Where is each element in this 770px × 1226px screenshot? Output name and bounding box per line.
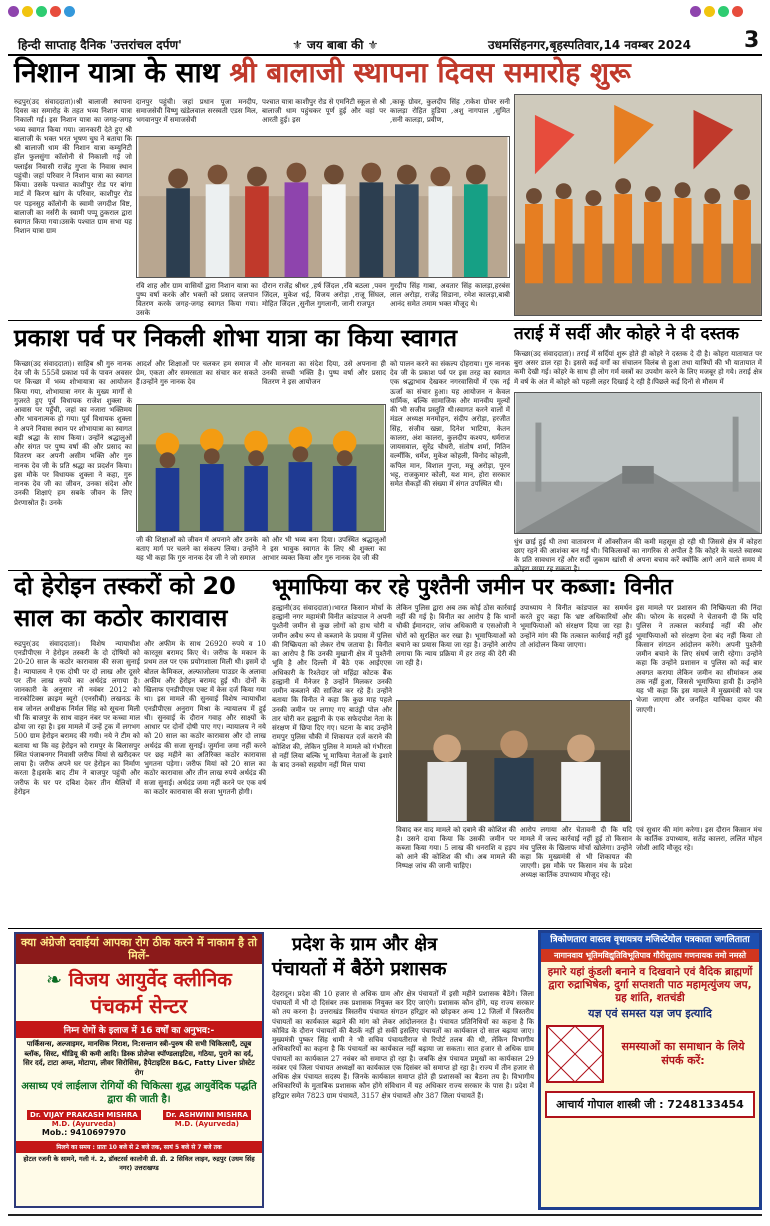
header-color-dots	[8, 6, 75, 17]
clinic-name-text: विजय आयुर्वेद क्लीनिक	[68, 969, 232, 992]
ad-tagline: क्या अंग्रेजी दवाईयां आपका रोग ठीक करने में नाकाम है तो मिलें-	[16, 934, 262, 964]
story2-headline: प्रकाश पर्व पर निकली शोभा यात्रा का किया स्वागत	[14, 324, 458, 352]
motto-icon: ⚜	[292, 38, 307, 52]
story5-caption-col3: आरोप लगाया और चेतावनी दी कि यदि मामले में जल्द कार्रवाई नहीं हुई तो किसान मंच पुलिस के खिलाफ मोर्चा खोलेगा। उन्होंने कहा कि मुख्यमंत्री से भी शिकायत की जाएगी। इस मौके पर किसान मंच के प्रदेश अध्यक्ष कार्तिक उपाध्याय मौजूद रहे।	[520, 826, 632, 880]
ad-kundali-row	[541, 1021, 759, 1087]
place-date: उधमसिंहनगर,बृहस्पतिवार,14 नवम्बर 2024	[488, 38, 691, 52]
story5-headline: भूमाफिया कर रहे पुश्तैनी जमीन पर कब्जा: विनीत	[272, 575, 673, 600]
color-dot	[718, 6, 729, 17]
story2-photo	[136, 404, 386, 532]
clinic-sub-name: पंचकर्म सेन्टर	[90, 994, 188, 1019]
story3-caption: धुंध छाई हुई थी तथा वातावरण में ऑक्सीजन की कमी महसूस हो रही थी जिससे क्षेत्र में कोहरा छाए रहने की आशंका बन गई थी। चिकित्सकों का नागरिक से अपील है कि कोहरे के चलते स्वास्थ्य के प्रति सावधान रहें और सर्दी जुकाम खांसी से अपना बचाव करें क्योंकि आगे आने वाले समय में	[514, 538, 762, 565]
story5-col4: इस मामले पर प्रशासन की निष्क्रियता की निंदा की। फोरम के सदस्यों ने चेतावनी दी कि यदि पुलिस ने तत्काल कार्रवाई नहीं की और भूमाफियाओं को संरक्षण देना बंद नहीं किया तो किसान संगठन आंदोलन करेंगे। अपनी पुश्तैनी जमीन बचाने के लिए संघर्ष जारी रहेगा। उन्होंने कहा कि उन्होंने प्रशासन व पुलिस को कई बार अवगत कराया लेकिन जमीन का सीमांकन अब तक नहीं हुआ, जिससे भूमाफिया हावी हैं। उन्होंने यह भी कहा कि इस मामले में मुख्यमंत्री को पत्र भेजा जाएगा और जनहित याचिका दायर की जाएगी।	[636, 604, 762, 714]
color-dot	[732, 6, 743, 17]
doctor-1-phone: Mob.: 9410697970	[41, 1128, 126, 1138]
story1-col1: रुद्रपुर(उद संवाददाता)।श्री बालाजी स्थापना दिवस का समारोह के तहत भव्य निशान यात्रा निकाली गई। इस निशान यात्रा का जगह-जगह भव्य स्वागत किया गया। जानकारी देते हुए श्री बालाजी के भक्त भरत भूषण चुघ ने बताया कि श्री बालाजी धाम की निशान यात्रा कम्युनिटी हॉल फुलसुंगा कॉलोनी से निकाली गई जो फ्लाईस निवासी राजेंद्र गुप्ता के निवास स्थान पहुंची। जहां परिवार ने निशान यात्रा का स्वागत किया। उसके पश्चात काशीपुर रोड पर बांगा मार्ट में किरण खांग के परिवार, काशीपुर रोड पर पड़नसुह कॉलोनी के स्वामी जगदीश विष्ट, बालाजी का नर्सरी के स्वामी पप्पू ठुकराल द्वारा स्वागत किया गया।उसके पश्चात ग्राम सभा यह निशान यात्रा ग्राम	[14, 98, 132, 236]
doctor-1-name: Dr. VIJAY PRAKASH MISHRA	[27, 1110, 141, 1120]
timing-band: मिलने का समय : प्रातः 10 बजे से 2 बजे तक, सायं 5 बजे से 7 बजे तक	[16, 1141, 262, 1153]
doctor-2	[163, 1110, 251, 1137]
motto-icon-right: ⚜	[363, 38, 379, 52]
ad-mantra-2: नागानवाय भूतिमविद्युतिविभूतिपाव गौरीसुताय गणनायक नमो नमस्ते	[541, 949, 759, 962]
disease-list: पार्किंसन्स, अल्जाइमर, मानसिक निराश, नि:सन्तान स्त्री-पुरुष की सभी चिकित्साएँ, ट्यूब ब्लॉक, सिस्ट, थीडियू की कमी आदि। डिस्क प्रोलेप्स स्पॉण्डलाइटिस, गठिया, पुराने का दर्द, सिर दर्द, टाटा अम्ल, मोटापा, लीवर सिरोसिस, हैपेटाइटिस B&C, Fatty Liver प्रोस्टेट रोग	[23, 1040, 255, 1077]
story3-headline: तराई में सर्दी और कोहरे ने दी दस्तक	[514, 324, 739, 344]
divider	[8, 320, 762, 321]
story2-col2: आदर्श और शिक्षाओं पर चलकर हम समाज में प्रेम, एकता और समरसता का संचार कर सकते हैं।उन्होंने गुरु नानक देव	[136, 360, 258, 387]
story2-col3: और मानवता का संदेश दिया, उसे अपनाना ही उनकी सच्ची भक्ति है। पुष्प वर्षा और प्रसाद वितरण ने इस आयोजन	[262, 360, 386, 387]
experience-band: निम्न रोगों के इलाज में 16 वर्षों का अनुभव:-	[16, 1021, 262, 1038]
ad-services: हमारे यहां कुंडली बनाने व दिखवाने एवं वैदिक ब्राह्मणों द्वारा रुद्राभिषेक, दुर्गा सप्तशती पाठ महामृत्युंजय जप, ग्रह शांति, शतचंडी	[547, 965, 753, 1004]
clinic-advertisement	[14, 932, 264, 1208]
footer-rule	[8, 1214, 762, 1216]
story4-headline-line1: दो हेरोइन तस्करों को 20	[14, 572, 236, 600]
color-dot	[22, 6, 33, 17]
ad-mantra-1: त्रिकोणतारा वास्तव वृधायत्रय मजिस्टेयोल पत्रकाता जगलिताता	[541, 933, 759, 949]
paper-name: हिन्दी साप्ताह दैनिक 'उत्तरांचल दर्पण'	[18, 38, 182, 52]
story5-caption-col4: एवं सुधार की मांग करेगा। इस दौरान किसान मंच के कार्तिक उपाध्याय, सतेंद्र कालरा, ललित मोहन जोशी आदि मौजूद रहे।	[636, 826, 762, 853]
doctor-1-degree: M.D. (Ayurveda)	[51, 1120, 116, 1129]
story2-caption2: को और भी भव्य बना दिया। उपस्थित श्रद्धालुओं ने इस भावुक स्वागत के लिए श्री शुक्ला का आभार व्यक्त किया और गुरु नानक देव जी की	[262, 536, 386, 563]
story2-caption1: जी की शिक्षाओं को जीवन में अपनाने और उनके बताए मार्ग पर चलने का संकल्प लिया। उन्होंने यह भी कहा कि गुरु नानक देव जी ने जो समाज	[136, 536, 258, 563]
story2-col4: को पालन करने का संकल्प दोहराया। गुरु नानक देव जी के प्रकाश पर्व पर इस तरह का स्वागत एक श्रद्धाभाव देखकर नगरवासियों में एक नई ऊर्जा का संचार हुआ। यह आयोजन न केवल धार्मिक, बल्कि सामाजिक और मानवीय मूल्यों की भी सजीव प्रस्तुति थी।स्वागत करने वालों में मंडल अध्यक्ष मनमोहन, संदीप अरोड़ा, हरजीत सिंह, संजीव खन्ना, दिनेश भाटिया, केतन कालरा, अंश कालरा, कुलदीप कश्यप, धर्मराज जायसवाल, सुरेंद्र चौधरी, संतोष शर्मा, नितिन वर्ल्मीकि, धर्मेश, मुकेश कोहली, विनोद कोहली, कपिल मान, विशाल गुप्ता, मन्नू अरोड़ा, पूरन भट्ट, राजकुमार कोली, यश मान, होरा सरकार समेत सैकड़ों की संख्या में संगत उपस्थित थी।	[390, 360, 510, 489]
doctor-1	[27, 1110, 141, 1137]
story4-col1: रुद्रपुर(उद संवाददाता)। विशेष न्यायाधीश एनडीपीएस ने हेरोइन तस्करी के दो दोषियों को 20-20 साल के कठोर कारावास की सजा सुनाई है। न्यायालय ने एक दोषी पर दो लाख और दूसरे पर तीन लाख रुपये का अर्थदंड लगाया है। जानकारी के अनुसार नौ नवंबर 2012 को नारकोटिक्स क्राइम ब्यूरो (एनसीबी) लखनऊ के सब जोनल अधीक्षक निर्मल सिंह को सूचना मिली थी कि बाजपुर के साथ वाहन नंबर पर कच्चा माल ढोया जा रहा है। इस मामले में उन्हें ट्रक में लगभग 500 ग्राम हेरोइन बरामद की गयी। नये ने टीम को बताया था कि वह हेरोइन को रामपुर के बिलासपुर स्थित पंजाबनगर निवासी जरीफ मियां से खरीदकर लाया है। जरीफ अपने घर पर हेरोइन का निर्माण करता है।इसके बाद टीम ने बाजपुर पहुंची और जरीफ के घर पर दबिश देकर तीन थैलियों में हेरोइन	[14, 640, 140, 796]
divider	[8, 570, 762, 571]
story3-text: किच्छा(उद संवाददाता)। तराई में सर्दियां शुरू होते ही कोहरे ने दस्तक दे दी है। कोहरा यातायात पर बुरा असर डाल रहा है। इससे कई वर्गों का संचालन विलंब से हुआ तथा यात्रियों की भी यातायात में कमी देखी गई। कोहरे के साथ ही लोग गर्म वस्त्रों का उपयोग करने के लिए मजबूर हो गये। तराई क्षेत्र में वर्ष के अंत में कोहरे को पहली लहर दिखाई दे रही है।पिछले कई दिनों से मौसम में	[514, 350, 762, 386]
story5-photo	[396, 700, 632, 822]
doctor-2-name: Dr. ASHWINI MISHRA	[163, 1110, 251, 1120]
story1-headline	[14, 58, 631, 87]
story5-col1: हल्द्वानी(उद संवाददाता)।भारत किसान मोर्चा के हल्द्वानी नगर महामंत्री विनीत कांडपाल ने अपनी पुश्तैनी जमीन से कुछ लोगों को हाथ चोरी व जमीन अवैध रूप से कब्जाने के प्रयास में पुलिस की निष्क्रियता को लेकर रोष जताया है। विनीत का आरोप है कि उनकी मुखानी क्षेत्र में पुश्तैनी भूमि है और दिल्ली में बैठे एक आईएएस अधिकारी के रिश्तेदार जो महिंद्रा कोटक बैंक हल्द्वानी में मैनेजर है उन्होंने मिलकर उनकी जमीन कब्जाने की साजिश कर रहे हैं। उन्होंने बताया कि विनीत ने कहा कि कुछ माह पहले उनकी जमीन पर लगाए गए बाउंड्री पोल और तार चोरी कर हल्द्वानी के एक सफेदपोश नेता के संरक्षण में छिपा दिए गए। घटना के बाद उन्होंने रामपुर पुलिस चौकी में शिकायत दर्ज कराने की कोशिश की, लेकिन पुलिस ने मामले को गंभीरता से नहीं लिया बल्कि भू माफिया नेताओं के इशारे के बाद उनको सहयोग नहीं मिल पाया	[272, 604, 392, 769]
ad-contact: आचार्य गोपाल शास्त्री जी : 7248133454	[545, 1091, 755, 1118]
story4-col2: और अफीम के साथ 26920 रुपये व 10 कारतूस बरामद किए थे। जरीफ के मकान के प्रथम तल पर एक प्रयोगशाला मिली थी। इसमें दो बोतल केमिकल, अल्फाजोलम पाउडर के अलावा अफीम और हेरोइन बरामद हुई थी। दोनों के खिलाफ एनडीपीएस एक्ट में केस दर्ज किया गया था। इस मामले की सुनवाई विशेष न्यायाधीश एनडीपीएस अनुराग मिश्रा के न्यायालय में हुई थी। सुनवाई के दौरान गवाह और साक्ष्यों के आधार पर दोनों दोषी पाए गए। न्यायालय ने नये को 20 साल का कठोर कारावास और दो लाख अर्थदंड की सजा सुनाई। जुर्माना जमा नहीं करने पर छह महीने का अतिरिक्त कठोर कारावास भुगतना पड़ेगा। जरीफ मियां को 20 साल का कठोर कारावास और तीन लाख रुपये अर्थदंड की सजा सुनाई। अर्थदंड जमा नहीं करने पर एक वर्ष का कठोर कारावास की सजा भुगतनी होगी।	[144, 640, 266, 796]
color-dot	[50, 6, 61, 17]
story1-col3: पश्चात यात्रा काशीपुर रोड से एमनिटी स्कूल से श्री बालाजी धाम पहुंचकर पूर्ण हुई और वहां पर आरती हुई। इस	[262, 98, 386, 125]
story1-headline-b: श्री बालाजी स्थापना दिवस समारोह शुरू	[229, 56, 631, 89]
color-dot	[8, 6, 19, 17]
color-dot	[36, 6, 47, 17]
story5-col3: उपाध्याय ने विनीत कांडपाल का समर्थन करते हुए कहा कि भ्रष्ट अधिकारियों और भूमाफियाओं को संरक्षण दिया जा रहा है। उन्होंने मांग की कि तत्काल कार्रवाई नहीं हुई तो आंदोलन किया जाएगा।	[520, 604, 632, 649]
story1-group-photo	[136, 136, 510, 278]
ad-promise: असाध्य एवं लाईलाज रोगियों की चिकित्सा शुद्ध आयुर्वेदिक पद्धति द्वारा की जाती है।	[21, 1081, 257, 1106]
ad-yagya-line: यज्ञ एवं समस्त यज्ञ जप इत्यादि	[588, 1007, 712, 1021]
story1-caption2: दौरान राजेंद्र श्रीधर ,हर्ष जिंदल ,रवि बठला ,पवन जिंदल, मुकेश धई, विजय अरोड़ा ,राजू सिंघल, मोहित जिंदल ,सुनील गुगलानी, जानी राजपूत	[262, 282, 386, 309]
clinic-name	[16, 966, 262, 992]
motto-text: जय बाबा की	[306, 38, 364, 52]
leaf-icon: ❧	[46, 969, 69, 992]
story5-caption-col2: विवाद कर वाद मामले को दबाने की कोशिश की है। उसने दावा किया कि उसकी जमीन पर कब्जा किया गया। 5 लाख की धनराशि व हड़प को आने की कोशिश की थी। अब मामले की निष्पक्ष जांच की जानी चाहिए।	[396, 826, 516, 871]
color-dot	[690, 6, 701, 17]
story1-caption1: रवि शाह और ग्राम वासियों द्वारा निशान यात्रा का पुष्प वर्षा करके और भक्तों को प्रसाद जलपान वितरण करके जगह-जगह स्वागत किया गया। उसके	[136, 282, 258, 318]
story6-headline-line1: प्रदेश के ग्राम और क्षेत्र	[292, 934, 438, 955]
kundali-chart-icon	[545, 1024, 605, 1084]
people	[166, 163, 487, 277]
story3-fog-photo	[514, 392, 762, 534]
ad-solution-line: समस्याओं का समाधान के लिये संपर्क करें:	[621, 1040, 745, 1067]
header-color-dots-right	[690, 6, 743, 17]
page-number: 3	[744, 28, 760, 53]
story4-headline-line2: साल का कठोर कारावास	[14, 604, 228, 632]
story1-col2: दानपुर पहुंची। जहां प्रधान पूजा मनदीप, समाजसेवी विष्णु खंडेलवाल सरस्वती एडस मिल, भगवानपुर में समाजसेवी	[136, 98, 258, 125]
doctor-row	[16, 1110, 262, 1137]
color-dot	[64, 6, 75, 17]
story6-text: देहरादून। प्रदेश की 10 हजार से अधिक ग्राम और क्षेत्र पंचायतों में इसी महीने प्रशासक बैठेंगे। जिला पंचायतों में भी दो दिसंबर तक प्रशासक नियुक्त कर दिए जाएंगे। प्रशासक कौन होंगे, यह राज्य सरकार को तय करना है। उत्तराखंड त्रिस्तरीय पंचायत संगठन हरिद्वार को छोड़कर अन्य 12 जिलों में त्रिस्तरीय पंचायतों का कार्यकाल बढ़ाने की मांग को लेकर आंदोलनरत है। पंचायत प्रतिनिधियों का कहना है कि कोविड के दौरान पंचायतों की बैठकें नहीं हो सकीं इसलिए पंचायतों का कार्यकाल दो साल बढ़ाया जाए। मुख्यमंत्री पुष्कर सिंह धामी ने भी सचिव पंचायतीराज से रिपोर्ट तलब की थी, लेकिन विभागीय अधिकारियों का कहना है कि पंचायतों का कार्यकाल नहीं बढ़ाया जा सकता। सात हजार से अधिक ग्राम पंचायतों का कार्यकाल 27 नवंबर को समाप्त हो रहा है। जबकि क्षेत्र पंचायत प्रमुखों का कार्यकाल 29 नवंबर एवं जिला पंचायत अध्यक्षों का कार्यकाल एक दिसंबर को समाप्त हो रहा है। राज्य में तीन हजार से अधिक क्षेत्र पंचायत सदस्य हैं। जिनके कार्यकाल समाप्त होते ही प्रशासकों का बैठना तय है। विभागीय अधिकारियों के मुताबिक प्रशासक कौन होंगे संविधान में यह अधिकार राज्य सरकार के पास है। प्रदेश में हरिद्वार समेत 7823 ग्राम पंचायतें, 3157 क्षेत्र पंचायतें और 387 जिला पंचायतें हैं।	[272, 990, 534, 1100]
motto	[292, 36, 378, 53]
story1-procession-photo	[514, 94, 762, 316]
story5-col2: लेकिन पुलिस द्वारा अब तक कोई ठोस कार्रवाई नहीं की गई है। विनीत का आरोप है कि थानों चौकी ईमानदार, जांच अधिकारी व एसओजी ने चोरों को सुरक्षित कर रखा है। भूमाफियाओं को बचाने का प्रयास किया जा रहा है। उन्होंने आरोप लगाया कि न्याय प्रक्रिया में हर तरह की देरी की जा रही है।	[396, 604, 516, 668]
color-dot	[704, 6, 715, 17]
story1-caption3: गुरदीप सिंह गाबा, अवतार सिंह कालड़ा,हरबंस लाल अरोड़ा, राजेंद्र सिडाना, रमेश कालड़ा,बाबी आनंद समेत तमाम भक्त मौजूद थे।	[390, 282, 510, 309]
story2-col1: किच्छा(उद संवाददाता)। साहिब श्री गुरु नानक देव जी के 555वें प्रकाश पर्व के पावन अवसर पर किच्छा में भव्य शोभायात्रा का आयोजन किया गया, शोभायात्रा नगर के मुख्य मार्गों से गुजरते हुए पूर्व विधायक राजेश शुक्ला के आवास पर पहुँची, जहां का नजारा भक्तिमय और भावनात्मक हो गया। पूर्व विधायक शुक्ला ने अपने निवास स्थान पर शोभायात्रा का स्वागत बड़ी श्रद्धा के साथ किया। उन्होंने श्रद्धालुओं और संगत पर पुष्प वर्षा की और प्रसाद का वितरण कर अपनी असीम भक्ति और गुरु नानक देव जी के प्रति श्रद्धा का प्रदर्शन किया। इस मौके पर विधायक शुक्ला ने कहा, गुरु नानक देव जी का जीवन, उनका संदेश और उनकी शिक्षाएं हम सबके जीवन के लिए प्रेरणास्रोत हैं। उनके	[14, 360, 132, 507]
story1-headline-a: निशान यात्रा के साथ	[14, 56, 220, 89]
doctor-2-degree: M.D. (Ayurveda)	[174, 1120, 239, 1129]
divider	[8, 928, 762, 929]
astrology-advertisement	[538, 930, 762, 1210]
clinic-address: होटल रजनी के सामने, गली नं. 2, डॉक्टरर्स कालोनी डी. डी. 2 सिविल लाइन, रुद्रपुर (उधम सिंह नगर) उत्तराखण्ड	[23, 1155, 255, 1172]
story1-col4: ,काकू ग्रोवर, कुलदीप सिंह ,राकेश ग्रोवर सनी कालड़ा रोहित हुडिया ,अशु नागपाल ,सुमित ,सनी कालड़ा, प्रवीण,	[390, 98, 510, 125]
story6-headline-line2: पंचायतों में बैठेंगे प्रशासक	[272, 958, 447, 980]
